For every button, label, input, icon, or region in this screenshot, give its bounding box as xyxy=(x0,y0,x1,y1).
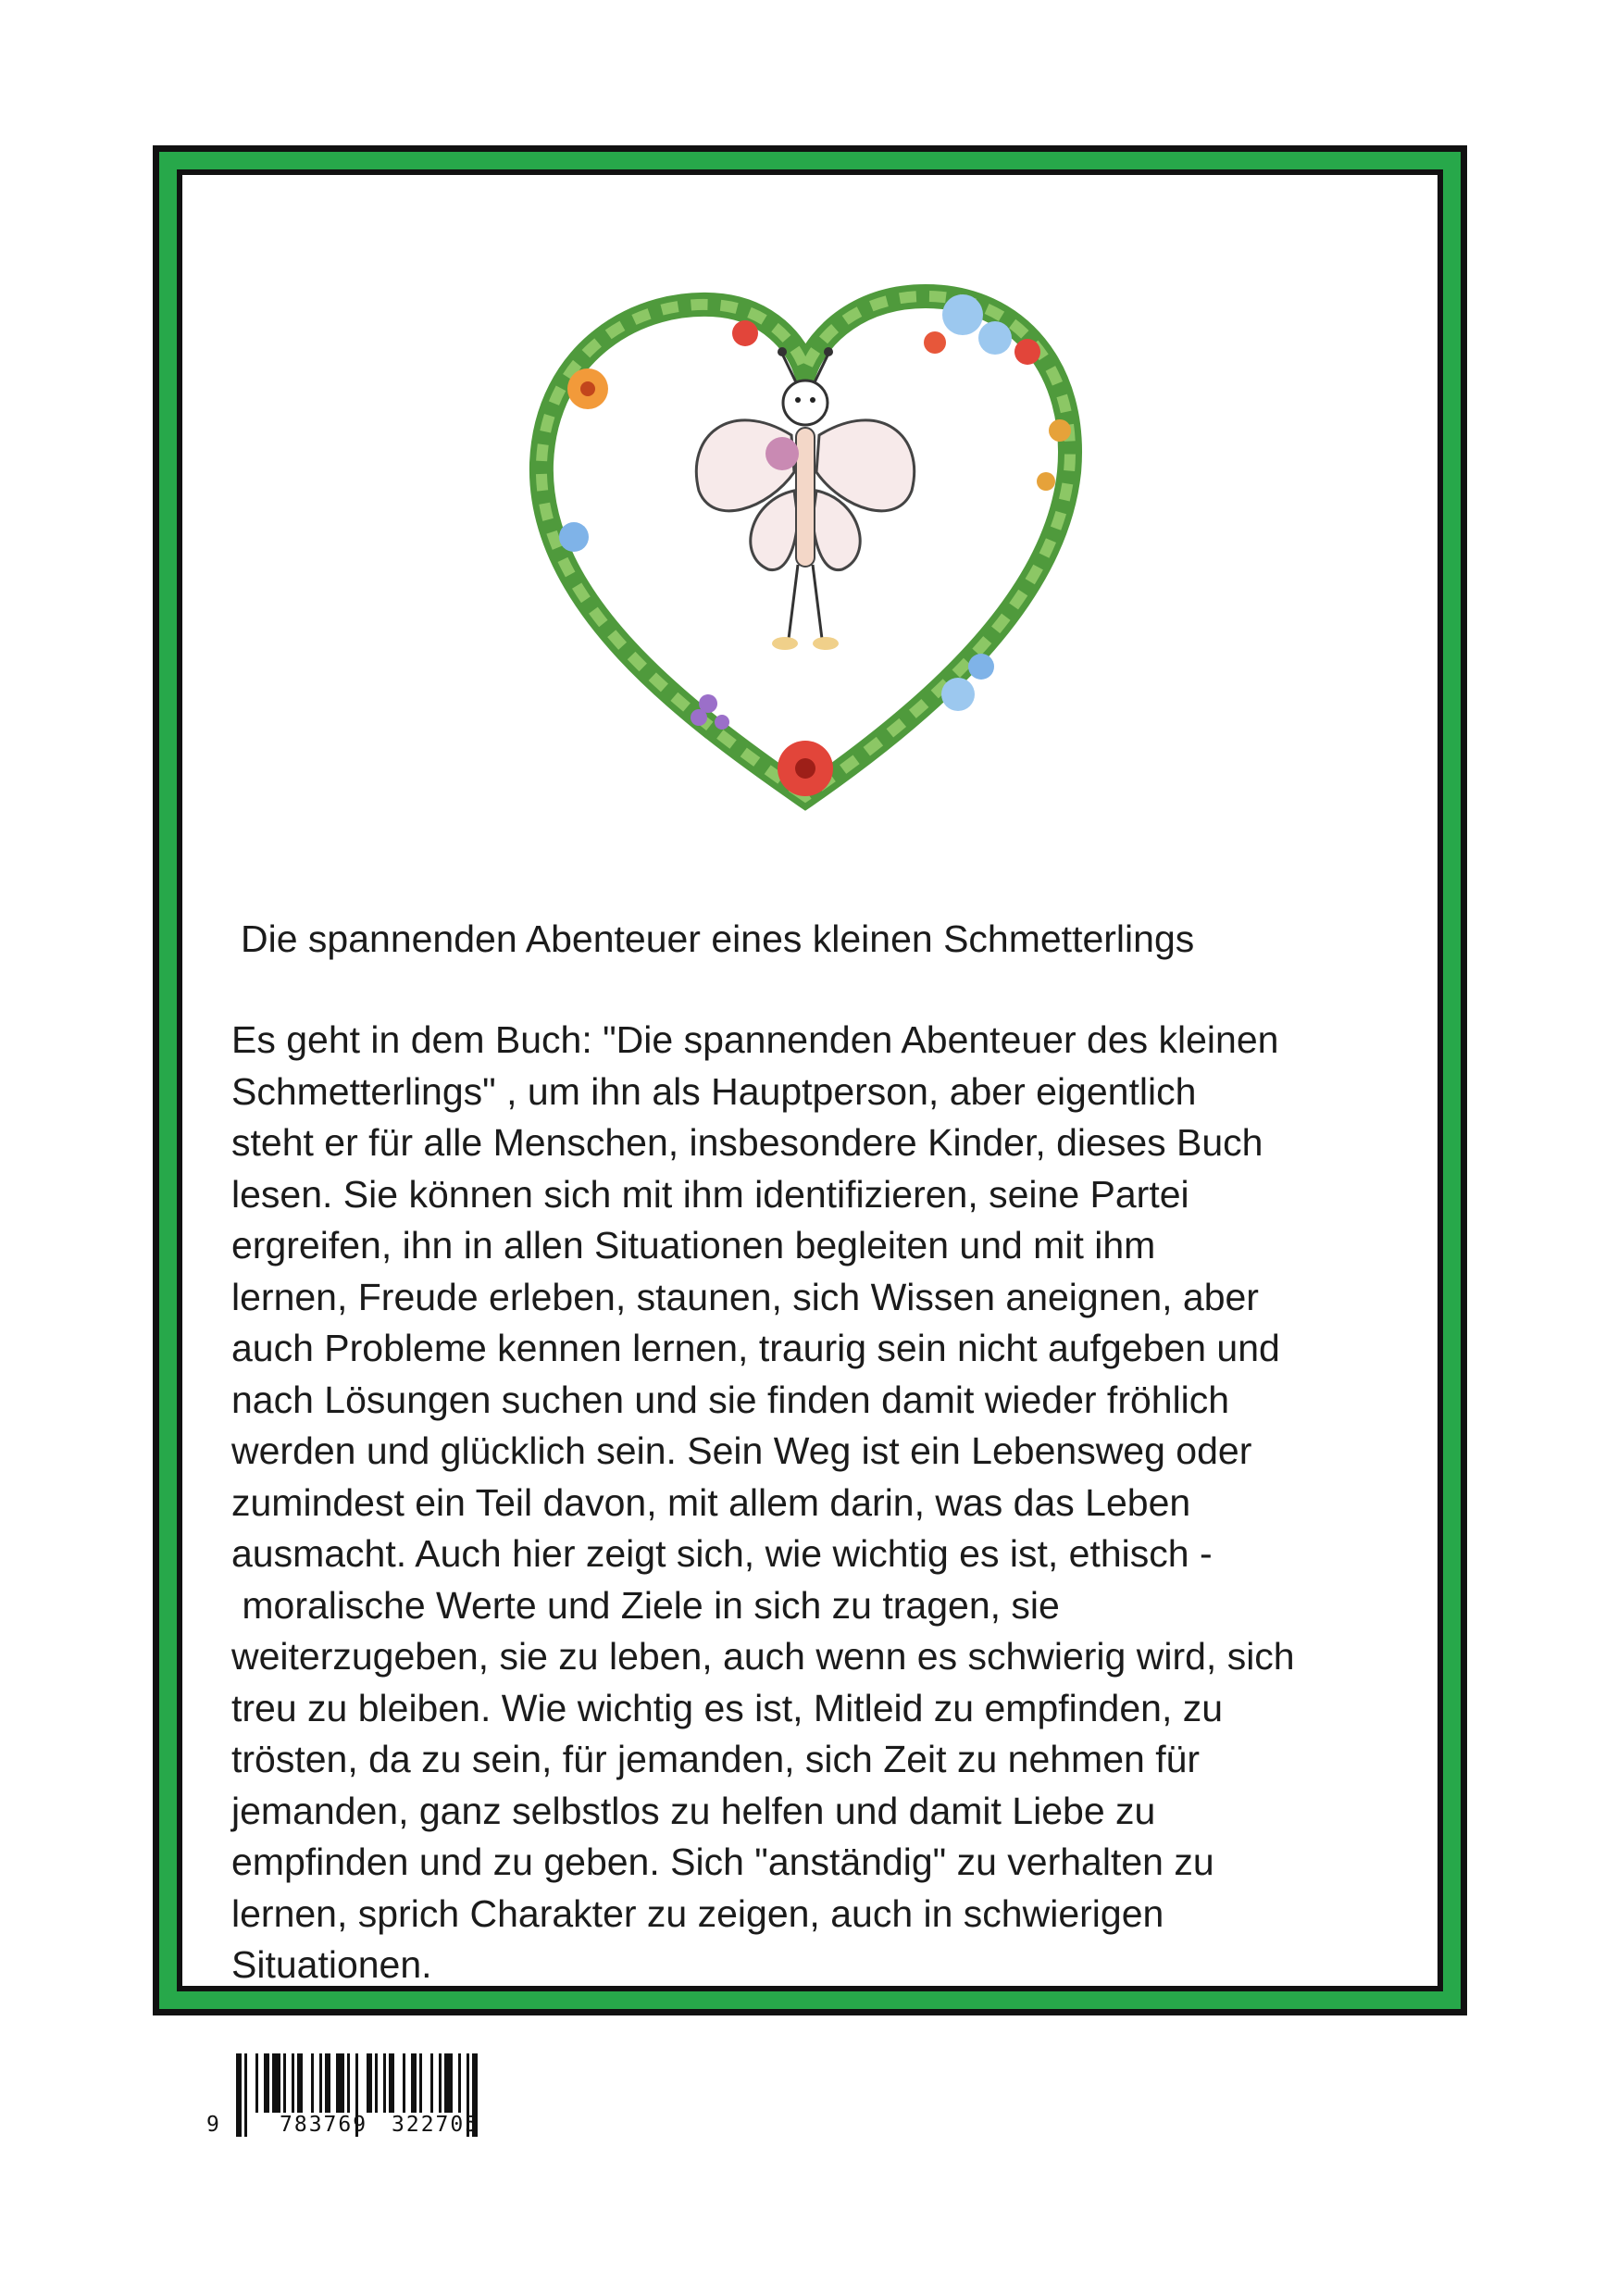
barcode-bar xyxy=(411,2053,417,2113)
barcode-bar xyxy=(283,2053,286,2113)
barcode-bar xyxy=(311,2053,314,2113)
description-line: empfinden und zu geben. Sich "anständig" zu verhalten zu xyxy=(231,1841,1214,1883)
description-line: trösten, da zu sein, für jemanden, sich Zeit zu nehmen für xyxy=(231,1738,1201,1780)
barcode-bar xyxy=(264,2053,269,2113)
book-title: Die spannenden Abenteuer eines kleinen Schmetterlings xyxy=(241,917,1195,960)
description-line: auch Probleme kennen lernen, traurig sein nicht aufgeben und xyxy=(231,1327,1280,1369)
barcode-bar xyxy=(383,2053,386,2113)
barcode-digit-first: 9 xyxy=(206,2113,219,2137)
barcode-bar xyxy=(272,2053,280,2113)
barcode-bar xyxy=(336,2053,344,2113)
barcode-digits xyxy=(0,2113,1618,2140)
barcode-bar xyxy=(255,2053,258,2113)
barcode-digits-right: 322705 xyxy=(392,2113,480,2137)
barcode-bar xyxy=(403,2053,405,2113)
description-line: jemanden, ganz selbstlos zu helfen und damit Liebe zu xyxy=(231,1789,1156,1832)
barcode-bar xyxy=(389,2053,394,2113)
description-line: weiterzugeben, sie zu leben, auch wenn es schwierig wird, sich xyxy=(231,1635,1295,1678)
book-description xyxy=(231,1015,1453,1991)
barcode-bar xyxy=(319,2053,322,2113)
description-line: lesen. Sie können sich mit ihm identifizieren, seine Partei xyxy=(231,1172,1189,1216)
barcode-bar xyxy=(367,2053,372,2113)
barcode-bar xyxy=(325,2053,330,2113)
description-line: lernen, Freude erleben, staunen, sich Wissen aneignen, aber xyxy=(231,1275,1259,1318)
butterfly-icon xyxy=(696,347,914,650)
description-line: Schmetterlings" , um ihn als Hauptperson, aber eigentlich xyxy=(231,1069,1197,1113)
barcode-digits-left: 783769 xyxy=(280,2113,368,2137)
barcode-bar xyxy=(439,2053,442,2113)
description-line: ergreifen, ihn in allen Situationen begleiten und mit ihm xyxy=(231,1224,1156,1267)
barcode-bar xyxy=(444,2053,453,2113)
barcode-bar xyxy=(347,2053,350,2113)
barcode-bar xyxy=(292,2053,294,2113)
heart-wreath-butterfly-icon xyxy=(500,250,1111,842)
barcode-bar xyxy=(375,2053,378,2113)
description-line: treu zu bleiben. Wie wichtig es ist, Mitleid zu empfinden, zu xyxy=(231,1686,1224,1729)
description-line: nach Lösungen suchen und sie finden damit wieder fröhlich xyxy=(231,1378,1230,1421)
barcode-bar xyxy=(430,2053,433,2113)
description-line: steht er für alle Menschen, insbesondere Kinder, dieses Buch xyxy=(231,1121,1263,1164)
barcode-bar xyxy=(297,2053,303,2113)
barcode-bar xyxy=(458,2053,461,2113)
description-line: Situationen. xyxy=(231,1943,432,1986)
description-line: Es geht in dem Buch: "Die spannenden Abenteuer des kleinen xyxy=(231,1018,1279,1061)
barcode-bar xyxy=(419,2053,422,2113)
description-line: zumindest ein Teil davon, mit allem darin, was das Leben xyxy=(231,1480,1191,1524)
description-line: moralische Werte und Ziele in sich zu tragen, sie xyxy=(231,1583,1060,1627)
description-line: werden und glücklich sein. Sein Weg ist ein Lebensweg oder xyxy=(231,1429,1252,1472)
description-line: ausmacht. Auch hier zeigt sich, wie wichtig es ist, ethisch - xyxy=(231,1532,1213,1575)
description-line: lernen, sprich Charakter zu zeigen, auch in schwierigen xyxy=(231,1891,1164,1935)
